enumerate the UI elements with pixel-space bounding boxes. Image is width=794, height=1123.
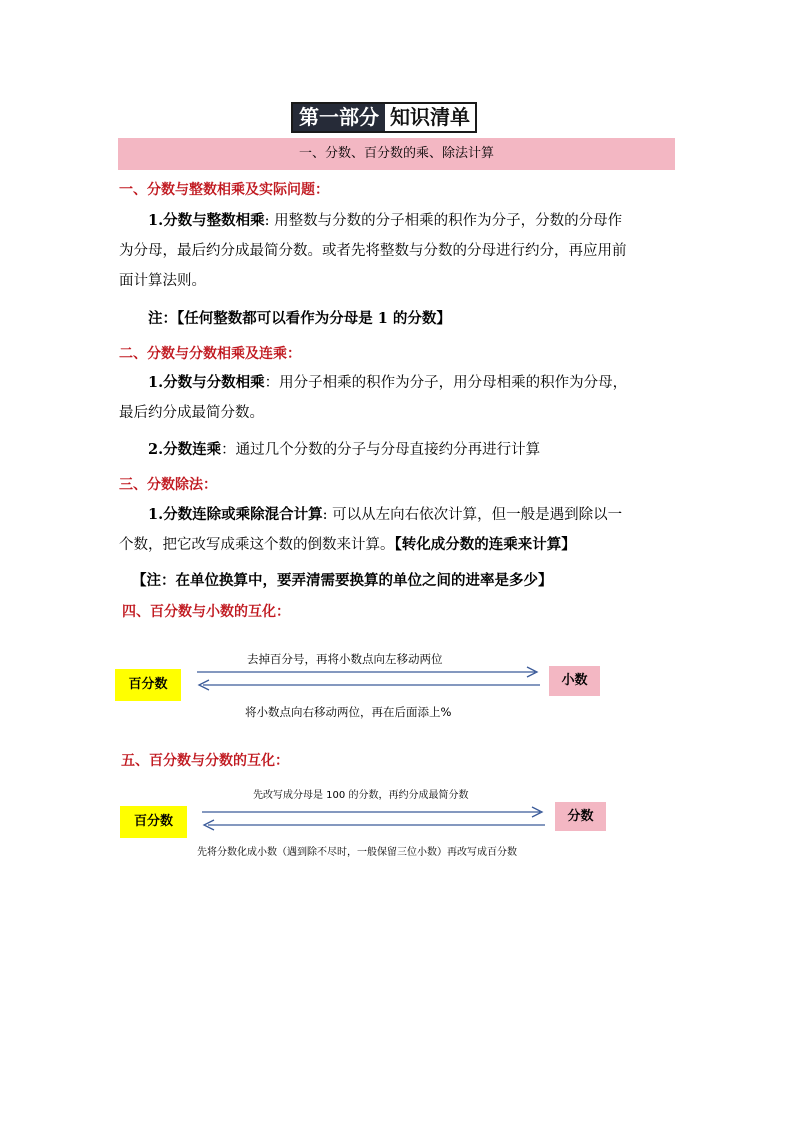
fraction-to-percent-rule: 先将分数化成小数（遇到除不尽时，一般保留三位小数）再改写成百分数 [197,847,517,858]
section-1-term: 1.分数与整数相乘 [148,212,265,229]
section-1-text-3: 面计算法则。 [119,273,206,289]
section-3-emphasis: 【转化成分数的连乘来计算】 [394,536,576,553]
conversion-arrows-5 [200,805,550,833]
percent-box: 百分数 [115,669,181,701]
section-2-paragraph-2 [148,438,540,459]
topic-banner: 一、分数、百分数的乘、除法计算 [118,138,675,170]
section-2-heading: 二、分数与分数相乘及连乘： [119,346,301,362]
section-3-heading: 三、分数除法： [119,477,217,493]
section-2-text-1: ：用分子相乘的积作为分子，用分母相乘的积作为分母， [264,375,628,391]
section-2-paragraph [119,368,679,428]
percent-box: 百分数 [120,806,187,838]
conversion-arrows-4 [195,665,545,693]
section-3-text-1: : 可以从左向右依次计算，但一般是遇到除以一 [322,507,623,523]
section-1-paragraph [119,206,679,296]
decimal-box: 小数 [549,666,600,696]
section-3-term: 1.分数连除或乘除混合计算 [148,506,323,523]
section-3-note: 【注：在单位换算中，要弄清需要换算的单位之间的进率是多少】 [132,572,553,589]
section-1-text-1: : 用整数与分数的分子相乘的积作为分子，分数的分母作 [264,213,623,229]
section-1-heading: 一、分数与整数相乘及实际问题： [119,182,329,198]
section-3-text-2: 个数，把它改写成乘这个数的倒数来计算。 [119,537,395,553]
title-part-label: 第一部分 [293,104,385,131]
section-2-term-2: 2.分数连乘 [148,441,222,458]
section-4-heading: 四、百分数与小数的互化： [122,604,290,620]
section-2-term: 1.分数与分数相乘 [148,374,265,391]
decimal-to-percent-rule: 将小数点向右移动两位，再在后面添上% [245,705,452,719]
section-3-paragraph [119,500,679,560]
percent-to-decimal-rule: 去掉百分号，再将小数点向左移动两位 [247,652,443,666]
section-1-note: 注：【任何整数都可以看作为分母是 1 的分数】 [148,310,451,327]
fraction-box: 分数 [555,802,606,831]
title-knowledge-label: 知识清单 [385,104,475,131]
percent-to-fraction-rule: 先改写成分母是 100 的分数，再约分成最简分数 [253,790,469,801]
section-2-text-2: 最后约分成最简分数。 [119,405,264,421]
section-5-heading: 五、百分数与分数的互化： [121,753,289,769]
section-title [291,102,477,133]
section-2-text-3: ：通过几个分数的分子与分母直接约分再进行计算 [221,442,541,458]
section-1-text-2: 为分母，最后约分成最简分数。或者先将整数与分数的分母进行约分，再应用前 [119,243,627,259]
